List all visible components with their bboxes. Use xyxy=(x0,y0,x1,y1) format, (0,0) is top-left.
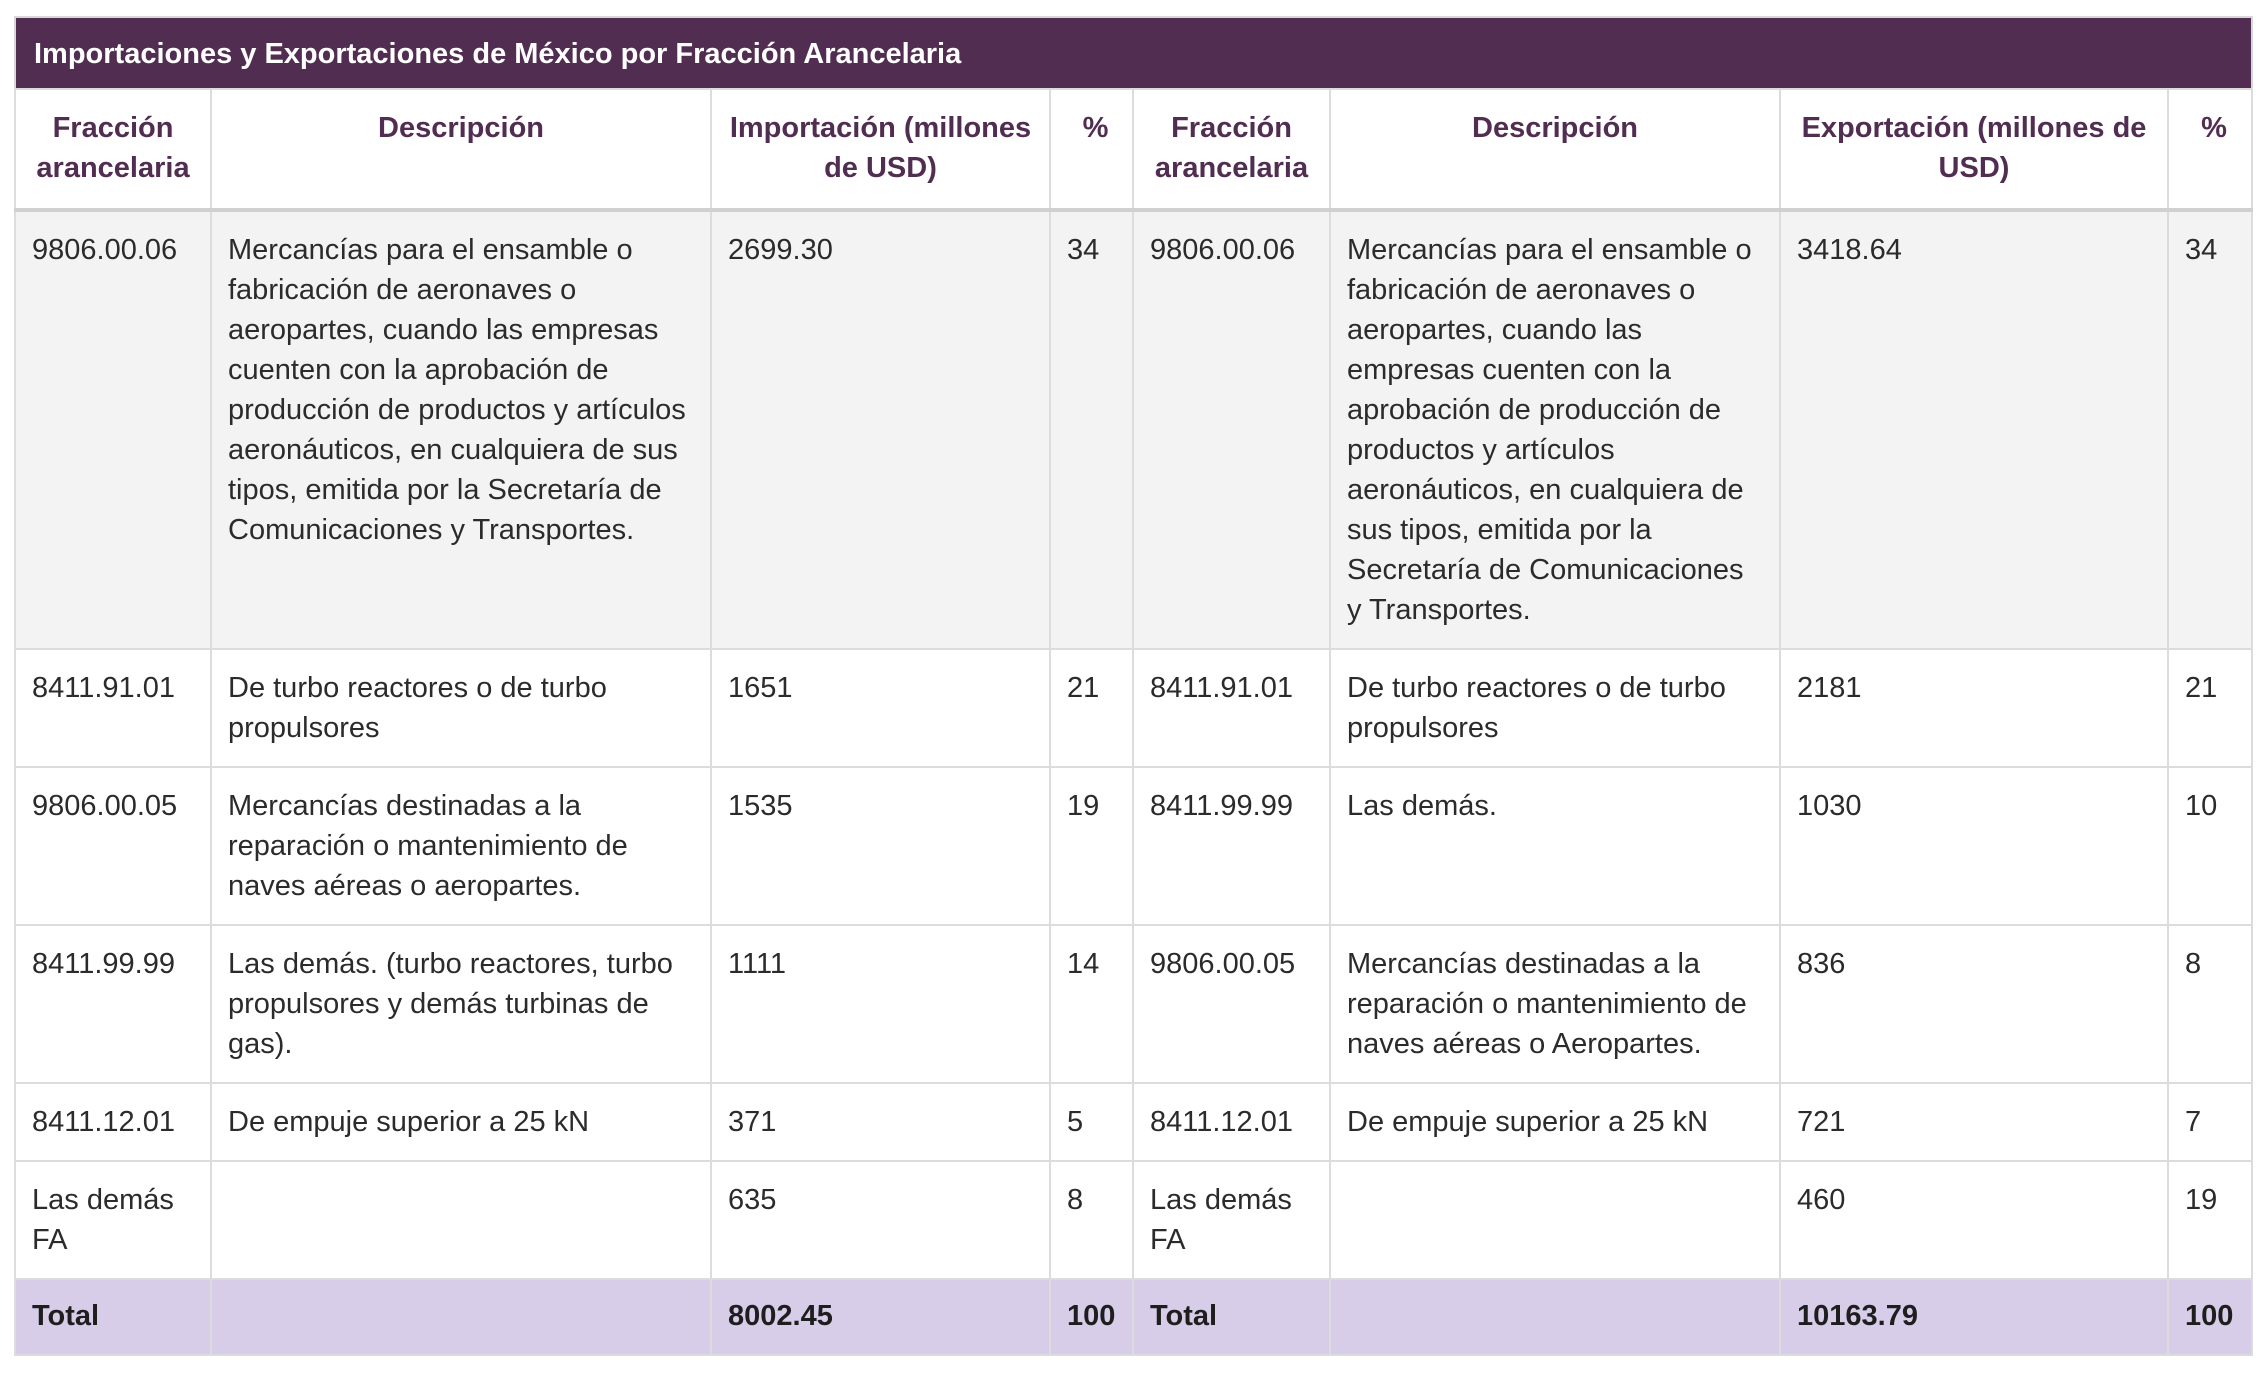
export-fraction-cell: 9806.00.05 xyxy=(1133,925,1330,1083)
export-percent-cell: 34 xyxy=(2168,210,2252,649)
import-description-cell: Las demás. (turbo reactores, turbo propulsores y demás turbinas de gas). xyxy=(211,925,711,1083)
import-total-value: 8002.45 xyxy=(711,1279,1050,1355)
import-percent-cell: 34 xyxy=(1050,210,1133,649)
import-fraction-cell: 8411.91.01 xyxy=(15,649,211,767)
import-total-description xyxy=(211,1279,711,1355)
table-row xyxy=(15,1161,2252,1279)
import-fraction-cell: Las demás FA xyxy=(15,1161,211,1279)
export-description-cell: De empuje superior a 25 kN xyxy=(1330,1083,1780,1161)
export-total-percent: 100 xyxy=(2168,1279,2252,1355)
table-title: Importaciones y Exportaciones de México por Fracción Arancelaria xyxy=(14,16,2253,88)
export-percent-cell: 19 xyxy=(2168,1161,2252,1279)
import-total-percent: 100 xyxy=(1050,1279,1133,1355)
export-value-cell: 721 xyxy=(1780,1083,2168,1161)
table-row xyxy=(15,649,2252,767)
export-description-cell: Las demás. xyxy=(1330,767,1780,925)
column-header-export-percent: % xyxy=(2168,89,2252,210)
export-fraction-cell: Las demás FA xyxy=(1133,1161,1330,1279)
import-description-cell xyxy=(211,1161,711,1279)
table-container xyxy=(14,16,2251,1356)
column-header-export-fraction: Fracción arancelaria xyxy=(1133,89,1330,210)
total-row xyxy=(15,1279,2252,1355)
import-percent-cell: 14 xyxy=(1050,925,1133,1083)
export-description-cell: De turbo reactores o de turbo propulsores xyxy=(1330,649,1780,767)
column-header-export-description: Descripción xyxy=(1330,89,1780,210)
export-total-label: Total xyxy=(1133,1279,1330,1355)
import-fraction-cell: 9806.00.06 xyxy=(15,210,211,649)
import-fraction-cell: 8411.99.99 xyxy=(15,925,211,1083)
header-row xyxy=(15,89,2252,210)
column-header-import-description: Descripción xyxy=(211,89,711,210)
import-percent-cell: 19 xyxy=(1050,767,1133,925)
export-value-cell: 460 xyxy=(1780,1161,2168,1279)
table-row xyxy=(15,210,2252,649)
export-fraction-cell: 8411.12.01 xyxy=(1133,1083,1330,1161)
table-row xyxy=(15,925,2252,1083)
table-row xyxy=(15,1083,2252,1161)
import-description-cell: De turbo reactores o de turbo propulsores xyxy=(211,649,711,767)
import-value-cell: 1111 xyxy=(711,925,1050,1083)
import-fraction-cell: 9806.00.05 xyxy=(15,767,211,925)
column-header-import-percent: % xyxy=(1050,89,1133,210)
import-value-cell: 2699.30 xyxy=(711,210,1050,649)
import-percent-cell: 5 xyxy=(1050,1083,1133,1161)
export-total-description xyxy=(1330,1279,1780,1355)
import-value-cell: 371 xyxy=(711,1083,1050,1161)
export-value-cell: 3418.64 xyxy=(1780,210,2168,649)
export-value-cell: 1030 xyxy=(1780,767,2168,925)
export-description-cell: Mercancías para el ensamble o fabricación de aeronaves o aeropartes, cuando las empresas cuenten con la aprobación de producción de productos y artículos aeronáuticos, en cualquiera de sus tipos, emitida por la Secretaría de Comunicaciones y Transportes. xyxy=(1330,210,1780,649)
import-value-cell: 1651 xyxy=(711,649,1050,767)
export-fraction-cell: 9806.00.06 xyxy=(1133,210,1330,649)
column-header-export-value: Exportación (millones de USD) xyxy=(1780,89,2168,210)
import-value-cell: 635 xyxy=(711,1161,1050,1279)
export-description-cell xyxy=(1330,1161,1780,1279)
export-percent-cell: 8 xyxy=(2168,925,2252,1083)
tariff-table xyxy=(14,16,2253,1356)
export-value-cell: 2181 xyxy=(1780,649,2168,767)
import-percent-cell: 8 xyxy=(1050,1161,1133,1279)
export-fraction-cell: 8411.91.01 xyxy=(1133,649,1330,767)
column-header-import-fraction: Fracción arancelaria xyxy=(15,89,211,210)
import-total-label: Total xyxy=(15,1279,211,1355)
import-value-cell: 1535 xyxy=(711,767,1050,925)
export-value-cell: 836 xyxy=(1780,925,2168,1083)
export-percent-cell: 21 xyxy=(2168,649,2252,767)
import-percent-cell: 21 xyxy=(1050,649,1133,767)
export-description-cell: Mercancías destinadas a la reparación o mantenimiento de naves aéreas o Aeropartes. xyxy=(1330,925,1780,1083)
import-description-cell: Mercancías destinadas a la reparación o mantenimiento de naves aéreas o aeropartes. xyxy=(211,767,711,925)
export-percent-cell: 7 xyxy=(2168,1083,2252,1161)
export-percent-cell: 10 xyxy=(2168,767,2252,925)
import-description-cell: Mercancías para el ensamble o fabricación de aeronaves o aeropartes, cuando las empresas cuenten con la aprobación de producción de productos y artículos aeronáuticos, en cualquiera de sus tipos, emitida por la Secretaría de Comunicaciones y Transportes. xyxy=(211,210,711,649)
column-header-import-value: Importación (millones de USD) xyxy=(711,89,1050,210)
table-row xyxy=(15,767,2252,925)
import-description-cell: De empuje superior a 25 kN xyxy=(211,1083,711,1161)
export-total-value: 10163.79 xyxy=(1780,1279,2168,1355)
export-fraction-cell: 8411.99.99 xyxy=(1133,767,1330,925)
import-fraction-cell: 8411.12.01 xyxy=(15,1083,211,1161)
